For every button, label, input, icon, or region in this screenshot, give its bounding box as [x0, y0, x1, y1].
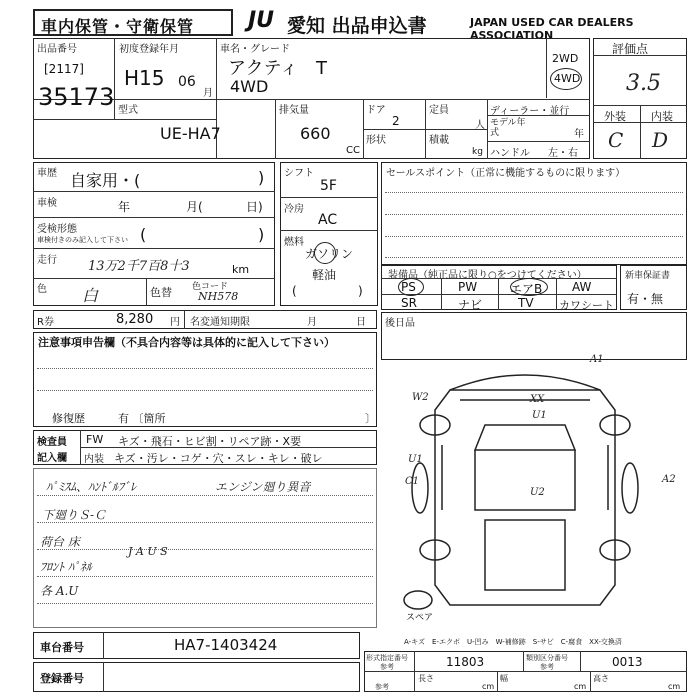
mark-u1-top: U1 [532, 410, 547, 421]
door-label: ドア [366, 105, 386, 116]
inspection-label: 車検 [37, 198, 57, 209]
lot-number: 35173 [38, 83, 115, 111]
inspection-year: 年 [118, 200, 131, 214]
recycle-label: R券 [37, 317, 54, 328]
chassis-label: 車台番号 [40, 641, 84, 654]
equipment-leather: カワシート [559, 299, 614, 312]
color-code: NH578 [198, 290, 239, 303]
four-wd-option: 4WD [554, 72, 581, 85]
rear-date-label: 後日品 [385, 318, 415, 329]
chassis-value: HA7-1403424 [174, 636, 278, 654]
ac-label: 冷房 [284, 204, 304, 215]
recycle-unit: 円 [170, 317, 180, 328]
address-change-day: 日 [356, 317, 366, 328]
equipment-pw: PW [458, 280, 478, 294]
color-code-label: 色コード [192, 282, 229, 292]
model-year-label: モデル年式 [490, 118, 526, 138]
displacement-unit: CC [346, 145, 360, 156]
color-change-label: 色替 [150, 286, 172, 299]
mileage-unit: km [232, 263, 250, 276]
mark-u2: U2 [530, 487, 545, 498]
registration-year: H15 [124, 66, 165, 90]
warranty-label: 新車保証書 [625, 271, 671, 281]
mark-xx: XX [530, 394, 545, 405]
acceptance-close: ) [258, 225, 265, 244]
fuel-diesel: 軽油 [312, 268, 337, 282]
registration-label: 初度登録年月 [119, 44, 179, 55]
fuel-label: 燃料 [284, 237, 304, 248]
storage-stamp-text: 車内保管・守衛保管 [41, 17, 195, 36]
class-number-label: 類別区分番号 [526, 654, 568, 662]
height-label: 高さ [593, 674, 609, 683]
mark-c1: C1 [405, 476, 420, 487]
address-change-label: 名変通知期限 [190, 317, 250, 328]
warranty-value: 有・無 [627, 292, 664, 306]
seat-label: 定員 [429, 105, 449, 116]
shift-value: 5F [320, 178, 337, 194]
equipment-airbag: エアB [510, 282, 543, 296]
door-value: 2 [392, 114, 400, 128]
handwritten-line-5: 各 A.U [40, 584, 79, 598]
rating-label: 評価点 [612, 42, 649, 56]
acceptance-label: 受検形態 [37, 224, 77, 235]
model-label: 車名・グレード [220, 44, 290, 55]
lot-label: 出品番号 [37, 44, 77, 55]
model-drive: 4WD [230, 77, 269, 96]
ju-logo: JU [248, 8, 275, 33]
registration-month-unit: 月 [203, 88, 213, 99]
load-label: 積載 [429, 135, 449, 146]
rating-score: 3.5 [626, 71, 661, 96]
two-wd-option: 2WD [552, 52, 579, 65]
type-label: 型式 [118, 105, 138, 116]
year-unit: 年 [574, 129, 584, 140]
equipment-label: 装備品（純正品に限り○をつけてください） [388, 270, 587, 281]
form-number-label: 形式指定番号 [366, 654, 408, 662]
exterior-label: 外装 [604, 110, 626, 123]
repair-history-label: 修復歴 [52, 412, 85, 425]
form-title-en: JAPAN USED CAR DEALERS ASSOCIATION [470, 16, 634, 42]
ac-value: AC [318, 212, 338, 228]
length-unit: cm [482, 682, 495, 691]
mileage-value: 13万2千7百8十3 [88, 259, 190, 274]
handwritten-line-1: ﾊﾟﾐｽﾑ、ﾊﾝﾄﾞﾙﾌﾞﾚ [46, 480, 137, 494]
handwritten-line-3: 荷台 床 [40, 535, 80, 549]
handle-label: ハンドル [490, 148, 530, 159]
class-number-value: 0013 [612, 655, 643, 669]
spare-label: スペア [406, 613, 434, 623]
form-title: 愛知 出品申込書 [287, 15, 427, 37]
equipment-sr: SR [401, 296, 417, 310]
displacement-label: 排気量 [279, 105, 309, 116]
class-number-sub: 参考 [540, 663, 554, 671]
mark-u1-side: U1 [408, 454, 423, 465]
height-unit: cm [668, 682, 681, 691]
sales-point-label: セールスポイント（正常に機能するものに限ります） [386, 168, 626, 179]
model-name: アクティ T [228, 58, 328, 79]
repair-history-close: 〕 [365, 412, 376, 425]
form-number-value: 11803 [446, 655, 485, 669]
handle-value: 左・右 [548, 148, 578, 159]
dealer-label: ディーラー・並行 [490, 106, 570, 117]
interior-label: 内装 [651, 110, 673, 123]
acceptance-open: ( [140, 225, 147, 244]
displacement-value: 660 [300, 124, 331, 143]
shape-label: 形状 [366, 135, 386, 146]
equipment-aw: AW [572, 280, 592, 294]
width-unit: cm [574, 682, 587, 691]
form-number-sub: 参考 [380, 663, 394, 671]
handwritten-line-3b: J A U S [128, 545, 168, 558]
seat-unit: 人 [475, 120, 485, 131]
acceptance-note: 車検付きのみ記入して下さい [37, 236, 128, 244]
fuel-open: ( [292, 284, 297, 298]
width-label: 幅 [500, 674, 508, 683]
inspector-label-1: 検査員 [37, 437, 67, 448]
type-value: UE-HA7 [160, 124, 221, 143]
dimension-ref-label: 参考 [375, 683, 389, 691]
inspector-fw-label: FW [86, 433, 104, 446]
exterior-grade: C [608, 128, 624, 152]
inspector-label-2: 記入欄 [37, 453, 67, 464]
color-label: 色 [37, 284, 47, 295]
repair-history-value: 有 〔箇所 [118, 412, 166, 425]
history-label: 車歴 [37, 168, 57, 179]
handwritten-line-4: ﾌﾛﾝﾄ ﾊﾟﾈﾙ [40, 560, 92, 574]
registration-month: 06 [178, 74, 196, 90]
shift-label: シフト [284, 168, 314, 179]
mileage-label: 走行 [37, 255, 57, 266]
equipment-tv: TV [518, 296, 534, 310]
history-close: ) [258, 168, 265, 187]
history-value: 自家用・( [70, 171, 141, 190]
mark-w2: W2 [412, 392, 429, 403]
inspector-interior-items: キズ・汚レ・コゲ・穴・スレ・キレ・破レ [114, 452, 323, 465]
inspector-fw-items: キズ・飛石・ヒビ割・リペア跡・X要 [118, 435, 302, 448]
fuel-gasoline: ガソリン [305, 247, 354, 261]
lot-code: [2117] [44, 62, 84, 76]
car-damage-diagram [390, 350, 690, 650]
mark-a2: A2 [662, 474, 676, 485]
fuel-close: ) [358, 284, 363, 298]
equipment-ps: PS [401, 280, 416, 294]
inspector-interior-label: 内装 [84, 454, 104, 465]
length-label: 長さ [418, 674, 434, 683]
notes-label: 注意事項申告欄（不具合内容等は具体的に記入して下さい） [38, 336, 335, 349]
recycle-value: 8,280 [116, 312, 154, 327]
damage-legend: A-キズ E-エクボ U-凹み W-補修跡 S-サビ C-腐食 XX-交換済 [404, 638, 622, 646]
storage-stamp [33, 9, 233, 36]
plate-label: 登録番号 [40, 672, 84, 685]
inspection-day: 日) [246, 200, 263, 214]
handwritten-line-1b: エンジン廻り異音 [215, 480, 311, 494]
mark-a1: A1 [590, 354, 604, 365]
interior-grade: D [652, 128, 669, 152]
load-unit: kg [472, 147, 483, 157]
equipment-navi: ナビ [458, 298, 483, 312]
inspection-month: 月( [186, 200, 203, 214]
color-value: 白 [82, 286, 99, 305]
handwritten-line-2: 下廻りＳ-Ｃ [42, 508, 107, 522]
address-change-month: 月 [307, 317, 317, 328]
